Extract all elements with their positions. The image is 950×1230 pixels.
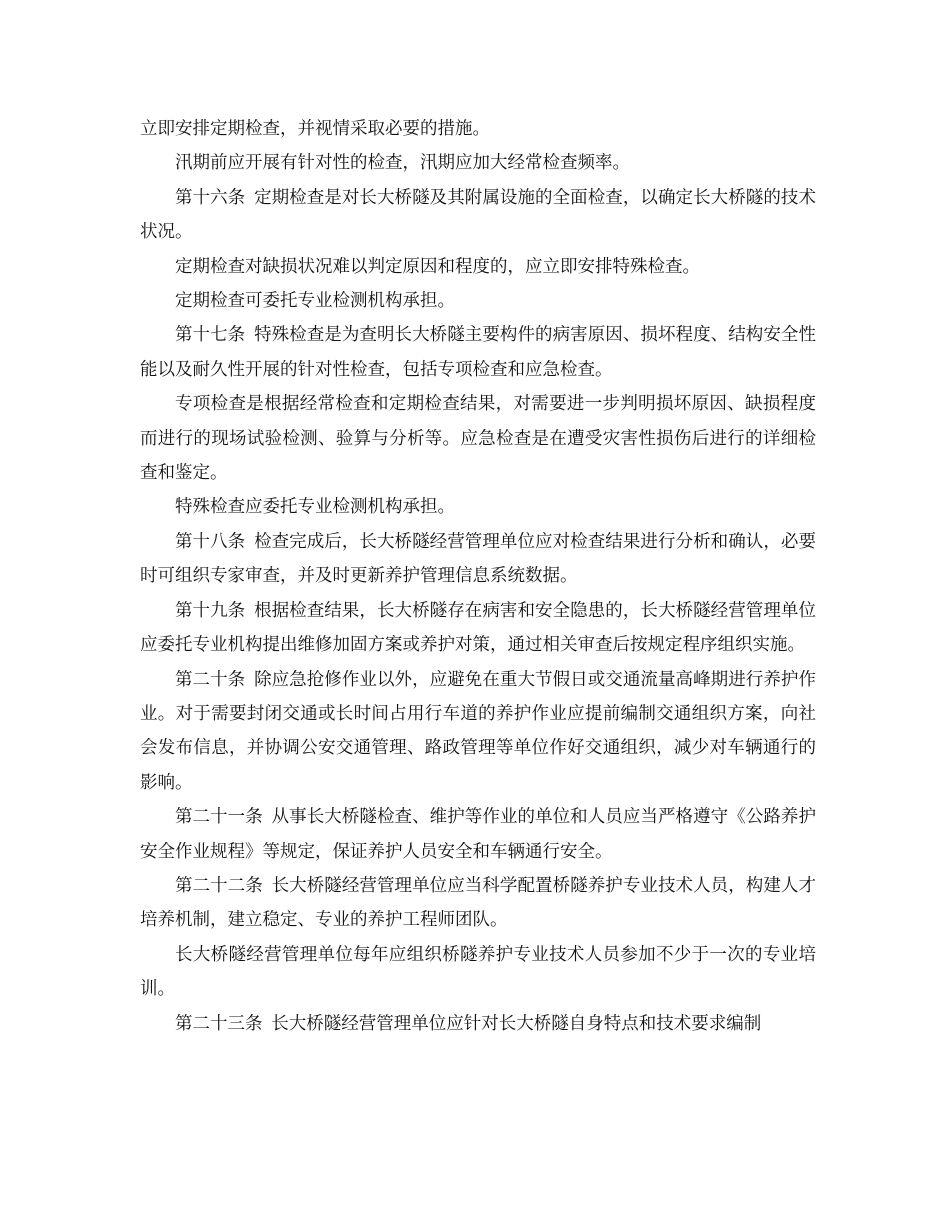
paragraph-text: 从事长大桥隧检查、维护等作业的单位和人员应当严格遵守《公路养护安全作业规程》等规定，保证养护人员安全和车辆通行安全。 — [140, 807, 816, 862]
paragraph — [140, 869, 816, 938]
paragraph — [140, 1007, 816, 1041]
paragraph-text: 特殊检查应委托专业检测机构承担。 — [175, 497, 455, 518]
paragraph — [140, 663, 816, 801]
article-number: 第二十二条 — [175, 875, 263, 896]
article-number: 第二十三条 — [175, 1013, 263, 1034]
paragraph — [140, 112, 816, 146]
paragraph-text: 定期检查对缺损状况难以判定原因和程度的，应立即安排特殊检查。 — [175, 256, 700, 277]
paragraph-text: 汛期前应开展有针对性的检查，汛期应加大经常检查频率。 — [175, 153, 630, 174]
paragraph — [140, 250, 816, 284]
paragraph — [140, 284, 816, 318]
paragraph-text: 检查完成后，长大桥隧经营管理单位应对检查结果进行分析和确认，必要时可组织专家审查，并及时更新养护管理信息系统数据。 — [140, 531, 816, 587]
paragraph-text: 长大桥隧经营管理单位应针对长大桥隧自身特点和技术要求编制 — [271, 1013, 762, 1034]
paragraph — [140, 594, 816, 663]
paragraph — [140, 181, 816, 250]
article-number: 第十七条 — [175, 325, 246, 346]
paragraph-text: 立即安排定期检查，并视情采取必要的措施。 — [140, 119, 490, 139]
paragraph-text: 除应急抢修作业以外，应避免在重大节假日或交通流量高峰期进行养护作业。对于需要封闭交通或长时间占用行车道的养护作业应提前编制交通组织方案，向社会发布信息，并协调公安交通管理、路政管理等单位作好交通组织，减少对车辆通行的影响。 — [140, 669, 816, 793]
paragraph — [140, 387, 816, 490]
paragraph — [140, 490, 816, 524]
article-number: 第十六条 — [175, 187, 246, 208]
paragraph-text: 长大桥隧经营管理单位应当科学配置桥隧养护专业技术人员，构建人才培养机制，建立稳定、专业的养护工程师团队。 — [140, 875, 816, 931]
document-body — [140, 112, 816, 1041]
paragraph — [140, 318, 816, 387]
article-number: 第十八条 — [175, 531, 246, 552]
paragraph-text: 定期检查可委托专业检测机构承担。 — [175, 291, 455, 312]
article-number: 第十九条 — [175, 600, 246, 621]
paragraph-text: 长大桥隧经营管理单位每年应组织桥隧养护专业技术人员参加不少于一次的专业培训。 — [140, 944, 816, 1000]
paragraph — [140, 146, 816, 180]
paragraph — [140, 800, 816, 869]
paragraph-text: 定期检查是对长大桥隧及其附属设施的全面检查，以确定长大桥隧的技术状况。 — [140, 187, 816, 243]
paragraph — [140, 938, 816, 1007]
article-number: 第二十条 — [175, 669, 246, 690]
paragraph — [140, 525, 816, 594]
article-number: 第二十一条 — [175, 807, 263, 828]
paragraph-text: 特殊检查是为查明长大桥隧主要构件的病害原因、损坏程度、结构安全性能以及耐久性开展的针对性检查，包括专项检查和应急检查。 — [140, 325, 816, 380]
paragraph-text: 专项检查是根据经常检查和定期检查结果，对需要进一步判明损坏原因、缺损程度而进行的现场试验检测、验算与分析等。应急检查是在遭受灾害性损伤后进行的详细检查和鉴定。 — [140, 394, 816, 484]
paragraph-text: 根据检查结果，长大桥隧存在病害和安全隐患的，长大桥隧经营管理单位应委托专业机构提出维修加固方案或养护对策，通过相关审查后按规定程序组织实施。 — [140, 600, 816, 656]
